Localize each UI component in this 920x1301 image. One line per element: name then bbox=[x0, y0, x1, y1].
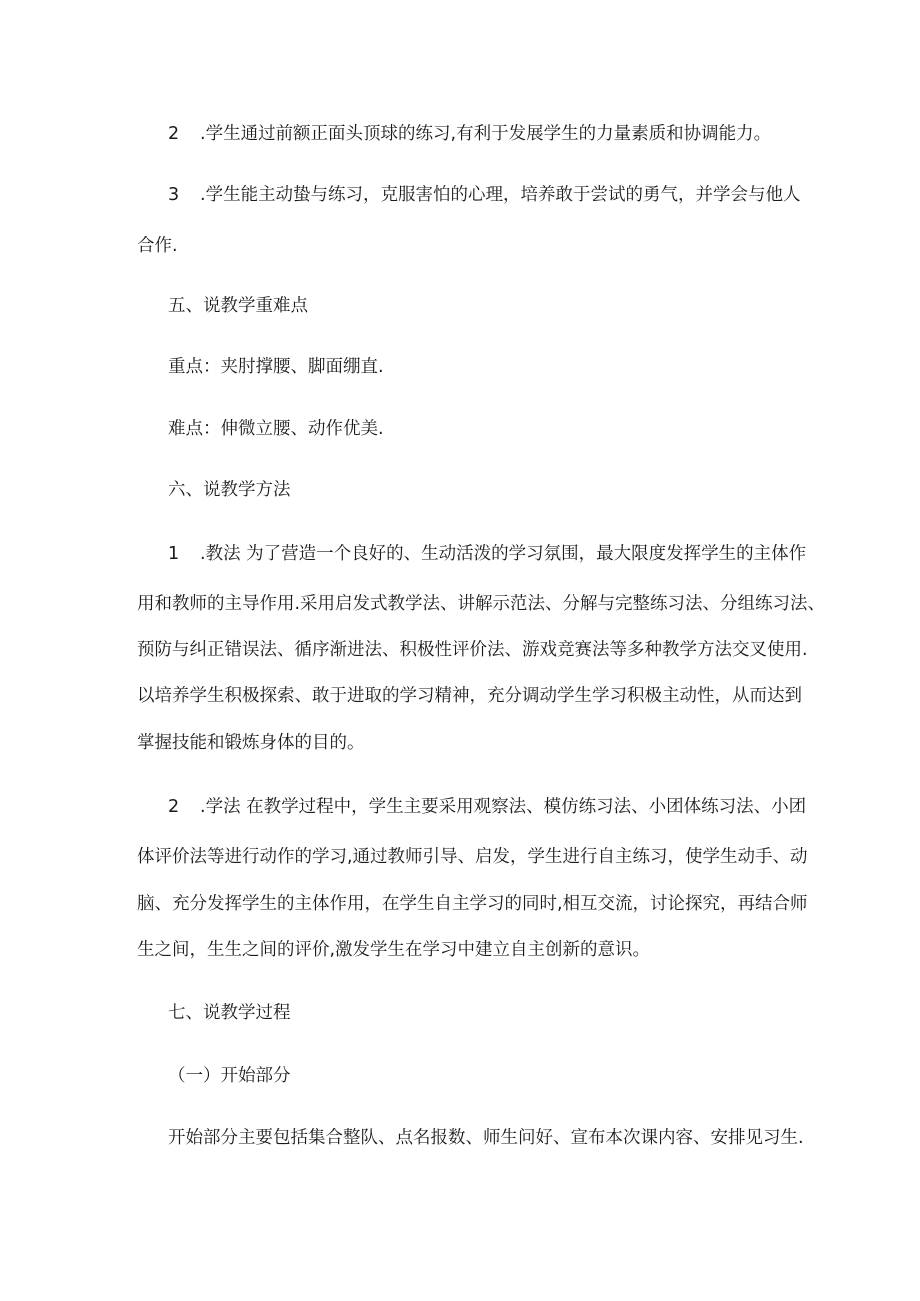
section-heading-7: 七、说教学过程 bbox=[168, 1003, 291, 1023]
paragraph-line: 预防与纠正错误法、循序渐进法、积极性评价法、游戏竞赛法等多种教学方法交叉使用. bbox=[137, 640, 808, 660]
item-number: 2 bbox=[168, 797, 180, 817]
subsection-heading: （一）开始部分 bbox=[168, 1066, 291, 1086]
paragraph-text: .学生能主动蛰与练习，克服害怕的心理，培养敢于尝试的勇气，并学会与他人 bbox=[200, 185, 801, 205]
paragraph-text: .教法 为了营造一个良好的、生动活泼的学习氛围，最大限度发挥学生的主体作 bbox=[200, 544, 807, 564]
objective-3 bbox=[168, 187, 828, 205]
section-heading-6: 六、说教学方法 bbox=[168, 480, 291, 500]
paragraph-text: .学法 在教学过程中，学生主要采用观察法、模仿练习法、小团体练习法、小团 bbox=[200, 797, 807, 817]
section-heading-5: 五、说教学重难点 bbox=[168, 296, 308, 316]
paragraph-line: 合作. bbox=[137, 236, 178, 256]
objective-2 bbox=[168, 126, 828, 144]
item-number: 3 bbox=[168, 185, 180, 205]
paragraph-line: 以培养学生积极探索、敢于进取的学习精神，充分调动学生学习积极主动性，从而达到 bbox=[137, 686, 802, 706]
paragraph-line: 体评价法等进行动作的学习,通过教师引导、启发，学生进行自主练习，使学生动手、动 bbox=[137, 847, 808, 867]
paragraph-line: 开始部分主要包括集合整队、点名报数、师生问好、宣布本次课内容、安排见习生. bbox=[168, 1128, 804, 1148]
paragraph-line: 用和教师的主导作用.采用启发式教学法、讲解示范法、分解与完整练习法、分组练习法、 bbox=[137, 594, 826, 614]
teaching-method bbox=[168, 546, 828, 564]
key-points: 重点：夹肘撑腰、脚面绷直. bbox=[168, 357, 384, 377]
paragraph-line: 生之间，生生之间的评价,激发学生在学习中建立自主创新的意识。 bbox=[137, 940, 651, 960]
learning-method bbox=[168, 799, 828, 817]
paragraph-text: .学生通过前额正面头顶球的练习,有利于发展学生的力量素质和协调能力。 bbox=[200, 124, 772, 144]
item-number: 2 bbox=[168, 124, 180, 144]
paragraph-line: 掌握技能和锻炼身体的目的。 bbox=[137, 733, 365, 753]
paragraph-line: 脑、充分发挥学生的主体作用，在学生自主学习的同时,相互交流，讨论探究，再结合师 bbox=[137, 894, 808, 914]
difficult-points: 难点：伸微立腰、动作优美. bbox=[168, 419, 384, 439]
item-number: 1 bbox=[168, 544, 180, 564]
